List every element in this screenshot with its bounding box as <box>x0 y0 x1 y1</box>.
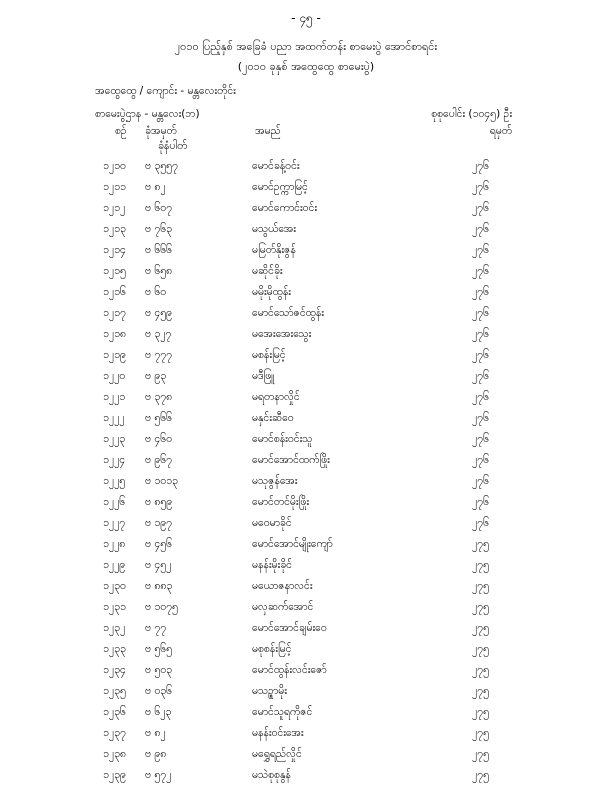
table-row <box>0 475 612 496</box>
marks: ၂၇၆ <box>472 328 489 340</box>
roll-number: ဗ ၄၆၀ <box>145 433 173 445</box>
row-number: ၁၂၂၄ <box>103 454 126 466</box>
table-row <box>0 286 612 307</box>
row-number: ၁၂၁၉ <box>103 349 126 361</box>
row-number: ၁၂၂၇ <box>103 517 126 529</box>
candidate-name: မသဥ္စာမိုး <box>252 685 287 697</box>
roll-number: ဗ ၆၆၆ <box>145 244 173 256</box>
row-number: ၁၂၂၁ <box>103 391 126 403</box>
column-header-roll-sub: ခုံနံပါတ် <box>158 140 188 152</box>
marks: ၂၇၆ <box>472 286 489 298</box>
marks: ၂၇၆ <box>472 223 489 235</box>
table-row <box>0 727 612 748</box>
marks: ၂၇၆ <box>472 181 489 193</box>
category-line: အထွေထွေ / ကျောင်း - မန္တလေးတိုင်း <box>95 85 236 97</box>
roll-number: ဗ ၈၂ <box>145 727 166 739</box>
roll-number: ဗ ၉၆၇ <box>145 454 173 466</box>
row-number: ၁၂၁၀ <box>103 160 126 172</box>
row-number: ၁၂၁၆ <box>103 286 126 298</box>
table-row <box>0 244 612 265</box>
table-row <box>0 412 612 433</box>
roll-number: ဗ ၆၀၇ <box>145 202 173 214</box>
roll-number: ဗ ၇၇ <box>145 622 167 634</box>
marks: ၂၇၆ <box>472 202 489 214</box>
candidate-name: မလှဆက်အောင် <box>252 601 314 613</box>
marks: ၂၇၅ <box>472 727 489 739</box>
marks: ၂၇၅ <box>472 685 489 697</box>
marks: ၂၇၆ <box>472 517 489 529</box>
table-row <box>0 265 612 286</box>
roll-number: ဗ ၆၅၈ <box>145 265 173 277</box>
candidate-name: မောင်ထွန်းလင်းဇော် <box>252 664 327 676</box>
column-header-name: အမည် <box>255 125 281 137</box>
row-number: ၁၂၁၈ <box>103 328 126 340</box>
marks: ၂၇၆ <box>472 307 489 319</box>
candidate-name: မောင်သူရကိုဇင် <box>252 706 313 718</box>
candidate-name: မောင်အောင်ချမ်းဝေ <box>252 622 327 634</box>
candidate-name: မောင်ကောင်းဝင်း <box>252 202 318 214</box>
marks: ၂၇၆ <box>472 349 489 361</box>
table-row <box>0 664 612 685</box>
marks: ၂၇၆ <box>472 265 489 277</box>
candidate-name: မောင်အောင်ထက်ဖြိုး <box>252 454 330 466</box>
marks: ၂၇၆ <box>472 433 489 445</box>
row-number: ၁၂၃၅ <box>103 685 126 697</box>
table-row <box>0 706 612 727</box>
candidate-name: မောင်သော်ဇင်ထွန်း <box>252 307 324 319</box>
row-number: ၁၂၃၀ <box>103 580 126 592</box>
marks: ၂၇၅ <box>472 580 489 592</box>
candidate-name: မမိုးမိုထွန်း <box>252 286 291 298</box>
table-row <box>0 496 612 517</box>
candidate-name: မောင်ဥက္ကာမြင့် <box>252 181 308 193</box>
marks: ၂၇၅ <box>472 664 489 676</box>
table-row <box>0 370 612 391</box>
marks: ၂၇၅ <box>472 706 489 718</box>
marks: ၂၇၆ <box>472 454 489 466</box>
table-row <box>0 622 612 643</box>
candidate-name: မနန်းဝင်းအေး <box>252 727 304 739</box>
row-number: ၁၂၂၉ <box>103 559 126 571</box>
total-count: စုစုပေါင်း (၁၀၄၅) ဦး <box>431 108 512 120</box>
candidate-name: မမြတ်နိုးဇွန် <box>252 244 296 256</box>
marks: ၂၇၅ <box>472 622 489 634</box>
table-row <box>0 769 612 790</box>
marks: ၂၇၆ <box>472 370 489 382</box>
candidate-name: မရွှေရည်လှိုင် <box>252 748 302 760</box>
table-row <box>0 580 612 601</box>
candidate-name: မောင်အောင်မျိုးကျော် <box>252 538 333 550</box>
candidate-name: မသဲစုစုနွန် <box>252 769 291 781</box>
table-row <box>0 517 612 538</box>
marks: ၂၇၆ <box>472 244 489 256</box>
candidate-name: မဆိုင်ခိုး <box>252 265 283 277</box>
candidate-name: မနှင်းဆီဝေ <box>252 412 294 424</box>
table-row <box>0 433 612 454</box>
row-number: ၁၂၃၈ <box>103 748 126 760</box>
row-number: ၁၂၂၂ <box>103 412 125 424</box>
row-number: ၁၂၂၆ <box>103 496 126 508</box>
roll-number: ဗ ၅၆၆ <box>145 412 173 424</box>
candidate-name: မယောဇနာလင်း <box>252 580 313 592</box>
candidate-name: မစန်းမြင့် <box>252 349 286 361</box>
marks: ၂၇၅ <box>472 643 489 655</box>
exam-center-line: စာမေးပွဲဌာန - မန္တလေး(ဘ) <box>95 108 200 120</box>
row-number: ၁၂၃၆ <box>103 706 126 718</box>
marks: ၂၇၆ <box>472 160 489 172</box>
roll-number: ဗ ၃၇၈ <box>145 391 173 403</box>
roll-number: ဗ ၈၅၉ <box>145 496 173 508</box>
table-row <box>0 202 612 223</box>
table-row <box>0 160 612 181</box>
roll-number: ဗ ၃၅၅၇ <box>145 160 178 172</box>
document-title: ၂၀၁၀ ပြည့်နှစ် အခြေခံ ပညာ အထက်တန်း စာမေးပွဲ အောင်စာရင်း <box>174 40 438 53</box>
roll-number: ဗ ၅၇၂ <box>145 769 172 781</box>
candidate-name: မောင်ခန့်ဝင်း <box>252 160 300 172</box>
marks: ၂၇၆ <box>472 412 489 424</box>
row-number: ၁၂၃၃ <box>103 643 126 655</box>
roll-number: ဗ ၅၆၅ <box>145 643 173 655</box>
table-row <box>0 223 612 244</box>
column-header-no: စဉ် <box>115 125 127 137</box>
marks: ၂၇၆ <box>472 496 489 508</box>
marks: ၂၇၅ <box>472 559 489 571</box>
table-row <box>0 643 612 664</box>
table-row <box>0 181 612 202</box>
roll-number: ဗ ၉၈ <box>145 748 167 760</box>
marks: ၂၇၅ <box>472 538 489 550</box>
table-row <box>0 349 612 370</box>
table-row <box>0 748 612 769</box>
row-number: ၁၂၁၃ <box>103 223 126 235</box>
row-number: ၁၂၃၇ <box>103 727 126 739</box>
roll-number: ဗ ၀၃၆ <box>145 685 173 697</box>
candidate-name: မောင်စန်းဝင်းသူ <box>252 433 313 445</box>
marks: ၂၇၅ <box>472 748 489 760</box>
row-number: ၁၂၃၂ <box>103 622 126 634</box>
table-row <box>0 391 612 412</box>
table-row <box>0 538 612 559</box>
roll-number: ဗ ၇၆၃ <box>145 223 173 235</box>
candidate-name: မောင်တင်မိုးဖြိုး <box>252 496 309 508</box>
candidate-name: မသုဇွန်အေး <box>252 475 298 487</box>
roll-number: ဗ ၈၂ <box>145 181 166 193</box>
candidate-name: မရတနာလှိုင် <box>252 391 300 403</box>
table-row <box>0 328 612 349</box>
roll-number: ဗ ၁၉၇ <box>145 517 173 529</box>
roll-number: ဗ ၄၅၆ <box>145 538 173 550</box>
marks: ၂၇၆ <box>472 475 489 487</box>
page-number: - ၄၅ - <box>291 11 321 25</box>
document-subtitle: (၂၀၁၀ ခုနှစ် အထွေထွေ စာမေးပွဲ) <box>237 60 375 73</box>
row-number: ၁၂၂၈ <box>103 538 126 550</box>
marks: ၂၇၅ <box>472 769 489 781</box>
row-number: ၁၂၁၅ <box>103 265 126 277</box>
candidate-name: မအေးအေးသွေး <box>252 328 312 340</box>
row-number: ၁၂၁၂ <box>103 202 126 214</box>
table-row <box>0 601 612 622</box>
row-number: ၁၂၁၇ <box>103 307 126 319</box>
row-number: ၁၂၃၁ <box>103 601 126 613</box>
table-row <box>0 454 612 475</box>
roll-number: ဗ ၄၅၂ <box>145 559 172 571</box>
marks: ၂၇၅ <box>472 601 489 613</box>
table-row <box>0 307 612 328</box>
candidate-name: မဝေမာခိုင် <box>252 517 292 529</box>
row-number: ၁၂၁၁ <box>103 181 126 193</box>
candidate-name: မဒီဖြူ <box>252 370 275 382</box>
candidate-name: မစုစန်းမြင့် <box>252 643 292 655</box>
roll-number: ဗ ၅၀၃ <box>145 664 173 676</box>
table-row <box>0 559 612 580</box>
column-header-roll: ခုံအမှတ် <box>145 125 177 137</box>
roll-number: ဗ ၁၀၁၃ <box>145 475 178 487</box>
roll-number: ဗ ၄၅၉ <box>145 307 173 319</box>
candidate-name: မသွယ်အေး <box>252 223 296 235</box>
row-number: ၁၂၃၄ <box>103 664 126 676</box>
row-number: ၁၂၃၉ <box>103 769 126 781</box>
roll-number: ဗ ၆၀ <box>145 286 167 298</box>
row-number: ၁၂၂၅ <box>103 475 126 487</box>
roll-number: ဗ ၃၂၇ <box>145 328 172 340</box>
results-list <box>0 160 612 790</box>
table-row <box>0 685 612 706</box>
row-number: ၁၂၁၄ <box>103 244 126 256</box>
roll-number: ဗ ၈၈၃ <box>145 580 173 592</box>
roll-number: ဗ ၉၃ <box>145 370 167 382</box>
marks: ၂၇၆ <box>472 391 489 403</box>
row-number: ၁၂၂၃ <box>103 433 126 445</box>
roll-number: ဗ ၇၇၇ <box>145 349 173 361</box>
roll-number: ဗ ၁၀၇၅ <box>145 601 178 613</box>
column-header-marks: ရမှတ် <box>489 125 512 137</box>
roll-number: ဗ ၆၂၃ <box>145 706 172 718</box>
row-number: ၁၂၂၀ <box>103 370 126 382</box>
candidate-name: မနန်းမိုးခိုင် <box>252 559 292 571</box>
